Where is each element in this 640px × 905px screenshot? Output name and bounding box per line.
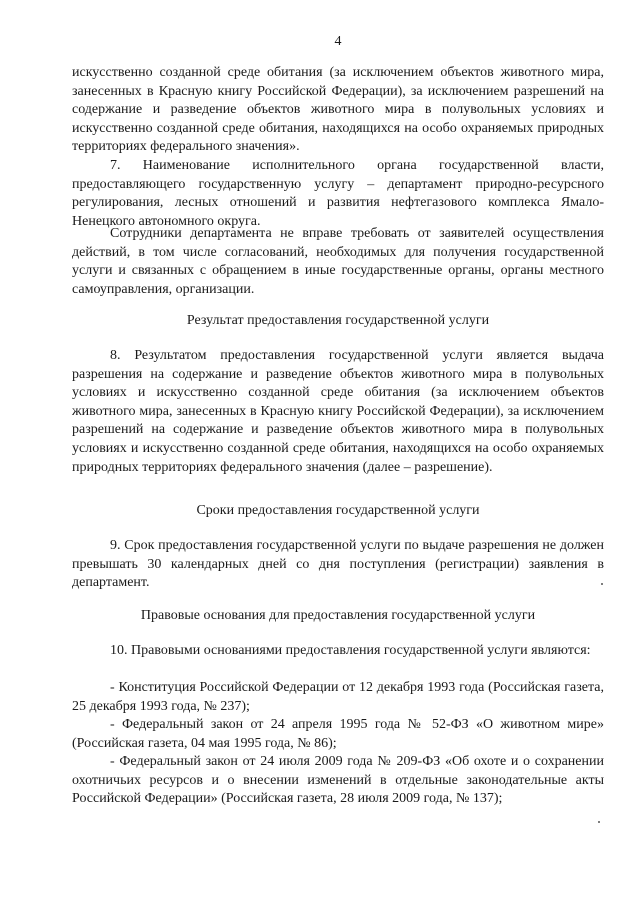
list-item-constitution: - Конституция Российской Федерации от 12 декабря 1993 года (Российская газета, 25 декабря 1993 года, № 237); [72, 680, 604, 714]
scan-speck [598, 821, 600, 823]
paragraph-continuation: искусственно созданной среде обитания (за исключением объектов животного мира, занесенных в Красную книгу Российской Федерации), за исключением разрешений на содержание и разведение объектов животного мира в полувольных условиях и искусственно созданной среде обитания, находящихся на особо охраняемых природных территориях федерального значения». [72, 65, 604, 155]
heading-legal-basis: Правовые основания для предоставления государственной услуги [140, 608, 536, 623]
heading-terms: Сроки предоставления государственной услуги [196, 503, 480, 518]
paragraph-7: 7. Наименование исполнительного органа государственной власти, предоставляющего государственную услугу – департамент природно-ресурсного регулирования, лесных отношений и развития нефтегазового комплекса Ямало-Ненецкого автономного округа. [72, 158, 604, 229]
page-number: 4 [334, 34, 342, 49]
list-item-law-52: - Федеральный закон от 24 апреля 1995 года № 52-ФЗ «О животном мире» (Российская газета, 04 мая 1995 года, № 86); [72, 717, 604, 751]
paragraph-8: 8. Результатом предоставления государственной услуги является выдача разрешения на содержание и разведение объектов животного мира в полувольных условиях и искусственно созданной среде обитания (за исключением объектов животного мира, занесенных в Красную книгу Российской Федерации), за исключением разрешений на содержание и разведение объектов животного мира в полувольных условиях и искусственно созданной среде обитания, находящихся на особо охраняемых природных территориях федерального значения (далее – разрешение). [72, 348, 604, 475]
paragraph-10: 10. Правовыми основаниями предоставления государственной услуги являются: [110, 643, 591, 658]
scan-speck [601, 583, 603, 585]
heading-result: Результат предоставления государственной услуги [186, 313, 490, 328]
list-item-law-209: - Федеральный закон от 24 июля 2009 года № 209-ФЗ «Об охоте и о сохранении охотничьих ресурсов и о внесении изменений в отдельные законодательные акты Российской Федерации» (Российская газета, 28 июля 2009 года, № 137); [72, 754, 604, 807]
paragraph-7-staff: Сотрудники департамента не вправе требовать от заявителей осуществления действий, в том числе согласований, необходимых для получения государственной услуги и связанных с обращением в иные государственные органы, органы местного самоуправления, организации. [72, 226, 604, 297]
paragraph-9: 9. Срок предоставления государственной услуги по выдаче разрешения не должен превышать 30 календарных дней со дня поступления (регистрации) заявления в департамент. [72, 538, 604, 591]
